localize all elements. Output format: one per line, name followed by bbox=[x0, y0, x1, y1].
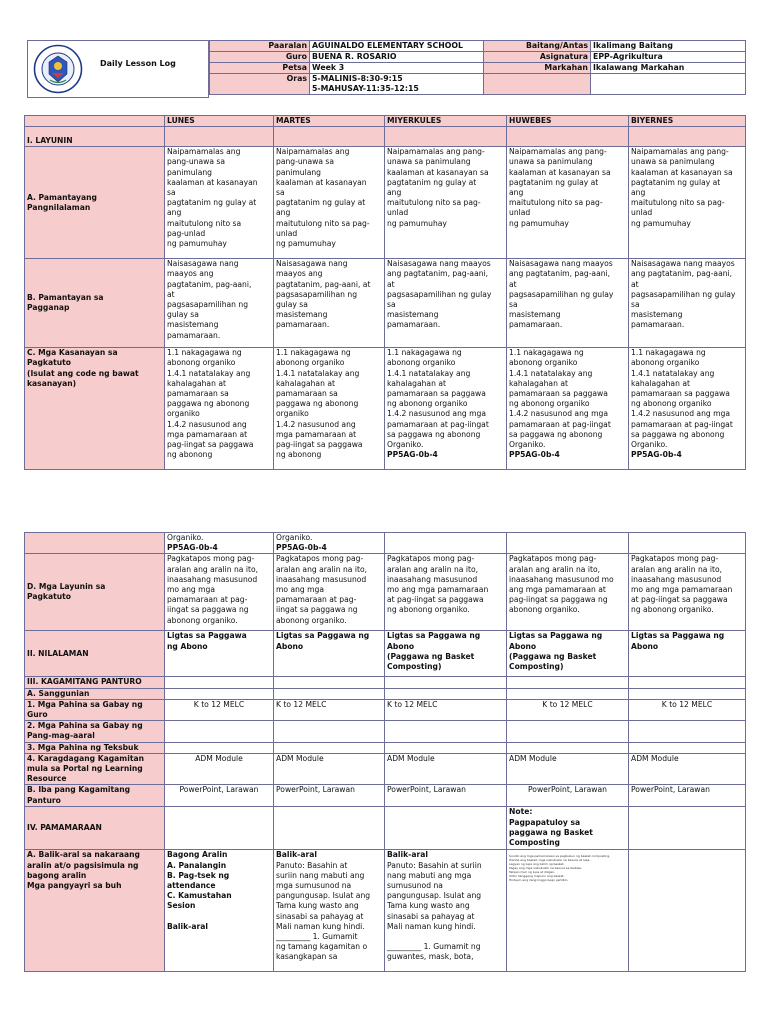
cell-b-biyernes: Naisasagawa nang maayos ang pagtatanim, pag-aani, at pagsasapamilihan ng gulay sa masistemang pamamaraan. bbox=[629, 259, 746, 348]
cell-melc-lunes: K to 12 MELC bbox=[165, 699, 274, 720]
cell-cont-biyernes bbox=[629, 533, 746, 554]
cell-a-martes: Naipamamalas ang pang-unawa sa panimulang kaalaman at kasanayan sa pagtatanim ng gulay at ang maitutulong nito sa pag- unlad ng pamumuhay bbox=[274, 147, 385, 259]
cell-cont-martes bbox=[274, 533, 385, 554]
competency-code: PP5AG-0b-4 bbox=[631, 450, 682, 460]
guro-label: Guro bbox=[210, 52, 310, 63]
cell-c-biyernes bbox=[629, 348, 746, 470]
empty-cell bbox=[274, 688, 385, 699]
cell-d-miyerkules: Pagkatapos mong pag- aralan ang aralin na ito, inaasahang masusunod mo ang mga pamamaraan at pag-iingat sa paggawa ng abonong organiko. bbox=[385, 554, 507, 631]
empty-cell bbox=[629, 807, 746, 850]
empty-cell bbox=[507, 721, 629, 742]
header-info-table bbox=[209, 40, 746, 95]
layunin-fill bbox=[629, 127, 746, 147]
row-label-teksbuk: 3. Mga Pahina ng Teksbuk bbox=[25, 742, 165, 753]
empty-cell bbox=[165, 807, 274, 850]
document-title: Daily Lesson Log bbox=[100, 59, 176, 68]
row-label-pamantayang-pangnilalaman: A. Pamantayang Pangnilalaman bbox=[25, 147, 165, 259]
cell-c-huwebes-text: 1.1 nakagagawa ng abonong organiko 1.4.1 natatalakay ang kahalagahan at pamamaraan sa paggawa ng abonong organiko 1.4.2 nasusunod ang mga pamamaraan at pag-iingat sa paggawa ng abonong Organiko. bbox=[509, 348, 611, 450]
day-header-huwebes: HUWEBES bbox=[507, 116, 629, 127]
asignatura-label: Asignatura bbox=[484, 52, 591, 63]
empty-cell bbox=[165, 688, 274, 699]
empty-cell bbox=[385, 742, 507, 753]
paaralan-label: Paaralan bbox=[210, 41, 310, 52]
cell-nilalaman-martes: Ligtas sa Paggawa ng Abono bbox=[274, 631, 385, 677]
balik-aral-title: Balik-aral bbox=[276, 850, 317, 860]
day-header-miyerkules: MIYERKULES bbox=[385, 116, 507, 127]
balik-aral-text: Panuto: Basahin at suriin nang mabuti ang mga sumusunod na pangungusap. Isulat ang Tama kung wasto ang sinasabi sa pahayag at Mali naman kung hindi. _________ 1. Gumamit ng tamang kagamitan o kasangkapan sa bbox=[276, 860, 371, 962]
cell-adm-miyerkules: ADM Module bbox=[385, 753, 507, 785]
cell-b-miyerkules: Naisasagawa nang maayos ang pagtatanim, pag-aani, at pagsasapamilihan ng gulay sa masistemang pamamaraan. bbox=[385, 259, 507, 348]
cell-c-miyerkules-text: 1.1 nakagagawa ng abonong organiko 1.4.1 natatalakay ang kahalagahan at pamamaraan sa paggawa ng abonong organiko 1.4.2 nasusunod ang mga pamamaraan at pag-iingat sa paggawa ng abonong Organiko. bbox=[387, 348, 489, 450]
row-label-iba-pang-kagamitan: B. Iba pang Kagamitang Panturo bbox=[25, 785, 165, 807]
row-label-nilalaman: II. NILALAMAN bbox=[25, 631, 165, 677]
empty-cell bbox=[274, 807, 385, 850]
row-label-pamantayan-sa-pagganap: B. Pamantayan sa Pagganap bbox=[25, 259, 165, 348]
row-label-gabay-pang-mag-aaral: 2. Mga Pahina sa Gabay ng Pang-mag-aaral bbox=[25, 721, 165, 742]
cell-c-martes: 1.1 nakagagawa ng abonong organiko 1.4.1 natatalakay ang kahalagahan at pamamaraan sa paggawa ng abonong organiko 1.4.2 nasusunod ang mga pamamaraan at pag-iingat sa paggawa ng abonong bbox=[274, 348, 385, 470]
layunin-fill bbox=[385, 127, 507, 147]
cell-a-biyernes: Naipamamalas ang pang- unawa sa panimulang kaalaman at kasanayan sa pagtatanim ng gulay at ang maitutulong nito sa pag- unlad ng pamumuhay bbox=[629, 147, 746, 259]
cell-d-biyernes: Pagkatapos mong pag- aralan ang aralin na ito, inaasahang masusunod mo ang mga pamamaraan at pag-iingat sa paggawa ng abonong organiko. bbox=[629, 554, 746, 631]
markahan-value: Ikalawang Markahan bbox=[591, 63, 746, 74]
cell-b-huwebes: Naisasagawa nang maayos ang pagtatanim, pag-aani, at pagsasapamilihan ng gulay sa masistemang pamamaraan. bbox=[507, 259, 629, 348]
cell-nilalaman-miyerkules: Ligtas sa Paggawa ng Abono (Paggawa ng Basket Composting) bbox=[385, 631, 507, 677]
cell-ppt-miyerkules: PowerPoint, Larawan bbox=[385, 785, 507, 807]
cell-d-lunes: Pagkatapos mong pag- aralan ang aralin na ito, inaasahang masusunod mo ang mga pamamaraan at pag- iingat sa paggawa ng abonong organiko. bbox=[165, 554, 274, 631]
competency-code: PP5AG-0b-4 bbox=[387, 450, 438, 460]
cell-note-huwebes: Note: Pagpapatuloy sa paggawa ng Basket Composting bbox=[507, 807, 629, 850]
empty-cell bbox=[385, 807, 507, 850]
cell-melc-miyerkules: K to 12 MELC bbox=[385, 699, 507, 720]
cell-melc-huwebes: K to 12 MELC bbox=[507, 699, 629, 720]
empty-cell bbox=[165, 721, 274, 742]
cell-adm-martes: ADM Module bbox=[274, 753, 385, 785]
cell-a-lunes: Naipamamalas ang pang-unawa sa panimulang kaalaman at kasanayan sa pagtatanim ng gulay at ang maitutulong nito sa pag-unlad ng pamumuhay bbox=[165, 147, 274, 259]
guro-value: BUENA R. ROSARIO bbox=[310, 52, 484, 63]
cell-a-miyerkules: Naipamamalas ang pang- unawa sa panimulang kaalaman at kasanayan sa pagtatanim ng gulay at ang maitutulong nito sa pag- unlad ng pamumuhay bbox=[385, 147, 507, 259]
competency-code: PP5AG-0b-4 bbox=[276, 543, 327, 553]
continued-label-cell bbox=[25, 533, 165, 554]
deped-seal-icon bbox=[33, 44, 83, 94]
cell-c-huwebes bbox=[507, 348, 629, 470]
row-label-kasanayan-sa-pagkatuto: C. Mga Kasanayan sa Pagkatuto (Isulat ang code ng bawat kasanayan) bbox=[25, 348, 165, 470]
cell-melc-biyernes: K to 12 MELC bbox=[629, 699, 746, 720]
row-label-pamamaraan: IV. PAMAMARAAN bbox=[25, 807, 165, 850]
empty-cell bbox=[165, 677, 274, 688]
empty-cell bbox=[629, 677, 746, 688]
layunin-fill bbox=[507, 127, 629, 147]
lesson-log-table-page-2 bbox=[24, 532, 746, 972]
empty-cell bbox=[629, 688, 746, 699]
asignatura-value: EPP-Agrikultura bbox=[591, 52, 746, 63]
cell-d-martes: Pagkatapos mong pag- aralan ang aralin na ito, inaasahang masusunod mo ang mga pamamaraan at pag- iingat sa paggawa ng abonong organiko. bbox=[274, 554, 385, 631]
cell-cont-lunes-text: Organiko. bbox=[167, 533, 204, 542]
empty-cell bbox=[629, 850, 746, 972]
layunin-fill bbox=[274, 127, 385, 147]
empty-cell bbox=[629, 721, 746, 742]
cell-nilalaman-lunes: Ligtas sa Paggawa ng Abono bbox=[165, 631, 274, 677]
embedded-steps-thumbnail: Sundin ang mga pamamaraan sa pagbubuo ng basket composting. Ihanda ang basket, mga nabubulok na basura at lupa. Lagyan ng lupa ang ilalim ng basket. Ilagay ang mga nabubulok na basura sa ibabaw. Takpan muli ng lupa at diligan. Ulitin hanggang mapuno ang basket. Hintayin ang ilang linggo bago gamitin. bbox=[509, 854, 611, 883]
baitang-value: Ikalimang Baitang bbox=[591, 41, 746, 52]
cell-cont-huwebes bbox=[507, 533, 629, 554]
paaralan-value: AGUINALDO ELEMENTARY SCHOOL bbox=[310, 41, 484, 52]
cell-b-lunes: Naisasagawa nang maayos ang pagtatanim, pag-aani, at pagsasapamilihan ng gulay sa masistemang pamamaraan. bbox=[165, 259, 274, 348]
competency-code: PP5AG-0b-4 bbox=[509, 450, 560, 460]
cell-balik-miyerkules bbox=[385, 850, 507, 972]
cell-c-biyernes-text: 1.1 nakagagawa ng abonong organiko 1.4.1 natatalakay ang kahalagahan at pamamaraan sa paggawa ng abonong organiko 1.4.2 nasusunod ang mga pamamaraan at pag-iingat sa paggawa ng abonong Organiko. bbox=[631, 348, 733, 450]
cell-ppt-martes: PowerPoint, Larawan bbox=[274, 785, 385, 807]
oras-value: 5-MALINIS-8:30-9:15 5-MAHUSAY-11:35-12:15 bbox=[310, 74, 484, 95]
cell-ppt-biyernes: PowerPoint, Larawan bbox=[629, 785, 746, 807]
cell-balik-martes bbox=[274, 850, 385, 972]
cell-ppt-huwebes: PowerPoint, Larawan bbox=[507, 785, 629, 807]
empty-cell bbox=[385, 688, 507, 699]
empty-cell bbox=[274, 677, 385, 688]
oras-label: Oras bbox=[210, 74, 310, 95]
day-header-biyernes: BIYERNES bbox=[629, 116, 746, 127]
petsa-label: Petsa bbox=[210, 63, 310, 74]
day-header-martes: MARTES bbox=[274, 116, 385, 127]
day-header-blank bbox=[25, 116, 165, 127]
petsa-value: Week 3 bbox=[310, 63, 484, 74]
cell-d-huwebes: Pagkatapos mong pag- aralan ang aralin na ito, inaasahang masusunod mo ang mga pamamaraan at pag-iingat sa paggawa ng abonong organiko. bbox=[507, 554, 629, 631]
empty-cell bbox=[274, 742, 385, 753]
competency-code: PP5AG-0b-4 bbox=[167, 543, 218, 553]
balik-aral-title: Balik-aral bbox=[387, 850, 428, 860]
layunin-fill bbox=[165, 127, 274, 147]
cell-b-martes: Naisasagawa nang maayos ang pagtatanim, pag-aani, at pagsasapamilihan ng gulay sa masistemang pamamaraan. bbox=[274, 259, 385, 348]
row-label-kagamitang-panturo: III. KAGAMITANG PANTURO bbox=[25, 677, 165, 688]
row-label-sanggunian: A. Sanggunian bbox=[25, 688, 165, 699]
markahan-label: Markahan bbox=[484, 63, 591, 74]
cell-adm-biyernes: ADM Module bbox=[629, 753, 746, 785]
cell-adm-huwebes: ADM Module bbox=[507, 753, 629, 785]
school-logo-box bbox=[27, 40, 209, 98]
cell-c-lunes: 1.1 nakagagawa ng abonong organiko 1.4.1 natatalakay ang kahalagahan at pamamaraan sa paggawa ng abonong organiko 1.4.2 nasusunod ang mga pamamaraan at pag-iingat sa paggawa ng abonong bbox=[165, 348, 274, 470]
cell-ppt-lunes: PowerPoint, Larawan bbox=[165, 785, 274, 807]
layunin-heading: I. LAYUNIN bbox=[25, 127, 165, 147]
row-label-layunin-sa-pagkatuto: D. Mga Layunin sa Pagkatuto bbox=[25, 554, 165, 631]
empty-cell bbox=[274, 721, 385, 742]
empty-cell bbox=[629, 742, 746, 753]
empty-cell bbox=[507, 688, 629, 699]
cell-cont-lunes bbox=[165, 533, 274, 554]
row-label-gabay-ng-guro: 1. Mga Pahina sa Gabay ng Guro bbox=[25, 699, 165, 720]
empty-cell bbox=[385, 721, 507, 742]
cell-cont-martes-text: Organiko. bbox=[276, 533, 313, 542]
cell-cont-miyerkules bbox=[385, 533, 507, 554]
cell-melc-martes: K to 12 MELC bbox=[274, 699, 385, 720]
row-label-balik-aral: A. Balik-aral sa nakaraang aralin at/o pagsisimula ng bagong aralin Mga pangyayri sa buh bbox=[25, 850, 165, 972]
cell-a-huwebes: Naipamamalas ang pang- unawa sa panimulang kaalaman at kasanayan sa pagtatanim ng gulay at ang maitutulong nito sa pag- unlad ng pamumuhay bbox=[507, 147, 629, 259]
cell-c-miyerkules bbox=[385, 348, 507, 470]
empty-cell bbox=[507, 677, 629, 688]
balik-aral-text: Panuto: Basahin at suriin nang mabuti ang mga sumusunod na pangungusap. Isulat ang Tama kung wasto ang sinasabi sa pahayag at Mali naman kung hindi. _________ 1. Gumamit ng guwantes, mask, bota, bbox=[387, 860, 482, 962]
blank-value-cell bbox=[591, 74, 746, 95]
cell-balik-lunes: Bagong Aralin A. Panalangin B. Pag-tsek ng attendance C. Kamustahan Sesion Balik-aral bbox=[165, 850, 274, 972]
baitang-label: Baitang/Antas bbox=[484, 41, 591, 52]
blank-label-cell bbox=[484, 74, 591, 95]
lesson-log-table-page-1 bbox=[24, 115, 746, 470]
empty-cell bbox=[507, 742, 629, 753]
empty-cell bbox=[385, 677, 507, 688]
cell-adm-lunes: ADM Module bbox=[165, 753, 274, 785]
cell-balik-huwebes bbox=[507, 850, 629, 972]
cell-nilalaman-huwebes: Ligtas sa Paggawa ng Abono (Paggawa ng Basket Composting) bbox=[507, 631, 629, 677]
empty-cell bbox=[165, 742, 274, 753]
cell-nilalaman-biyernes: Ligtas sa Paggawa ng Abono bbox=[629, 631, 746, 677]
row-label-karagdagang-kagamitan: 4. Karagdagang Kagamitan mula sa Portal ng Learning Resource bbox=[25, 753, 165, 785]
day-header-lunes: LUNES bbox=[165, 116, 274, 127]
